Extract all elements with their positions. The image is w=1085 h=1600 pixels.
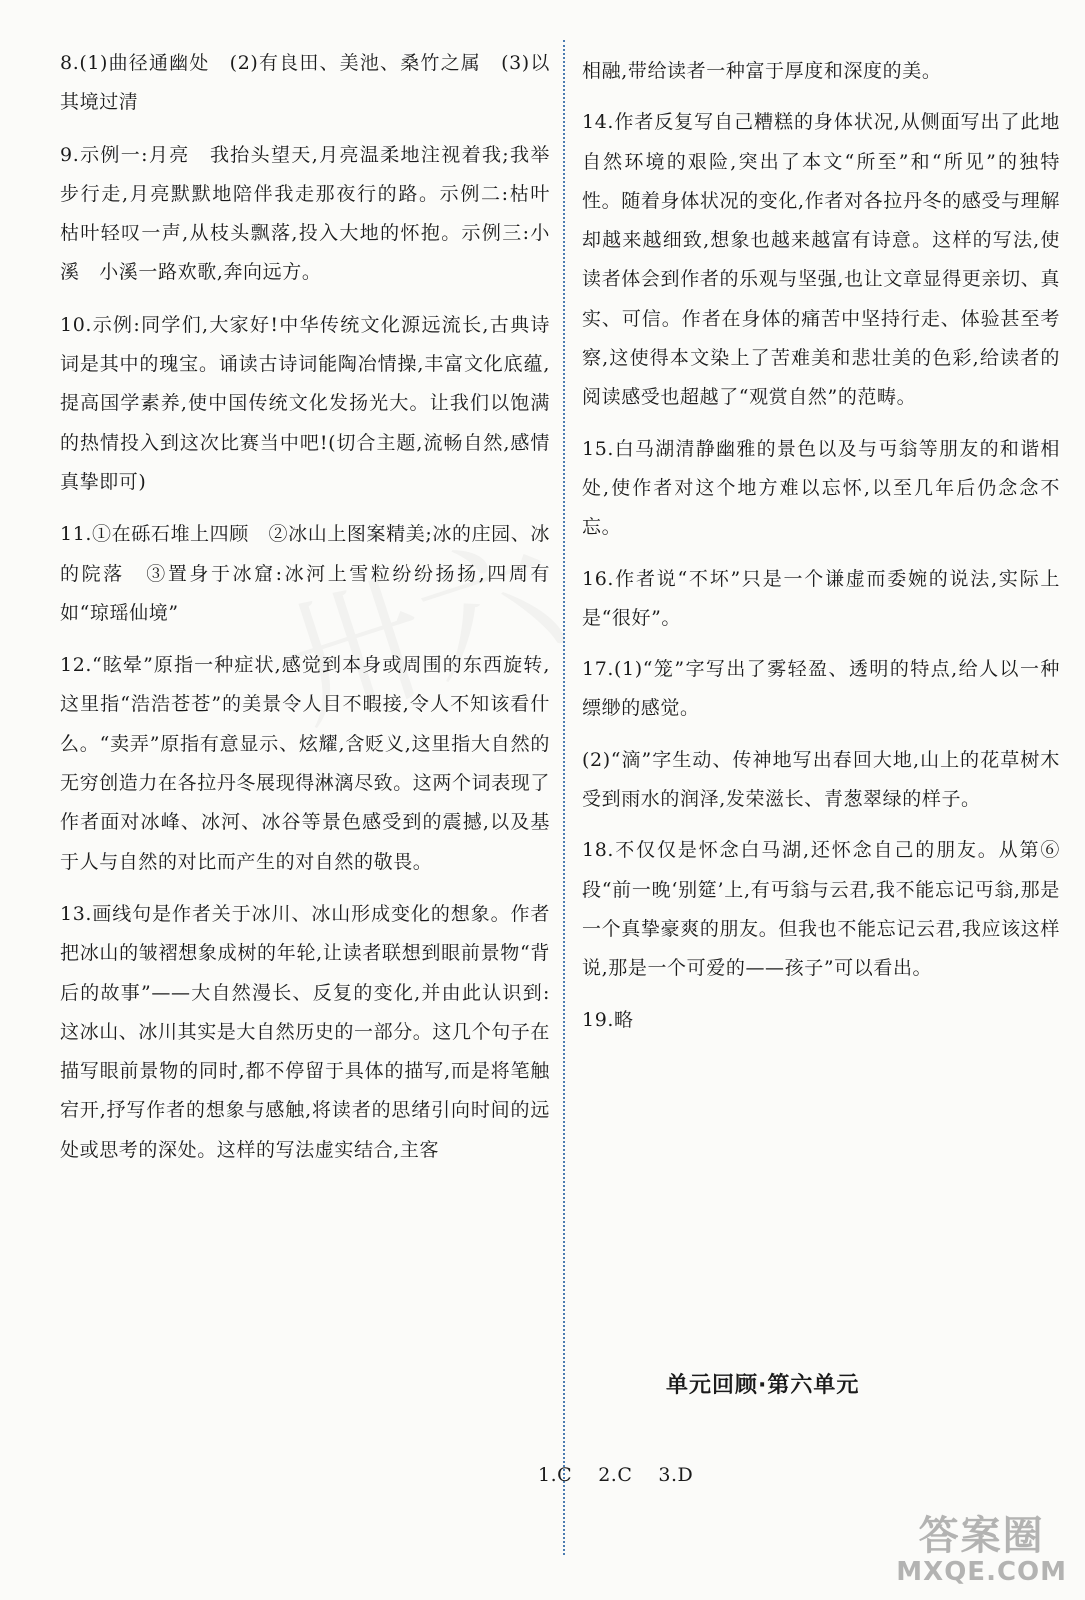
answer-11: 11.①在砾石堆上四顾 ②冰山上图案精美;冰的庄园、冰的院落 ③置身于冰窟:冰河上雪粒纷纷扬扬,四周有如“琼瑶仙境”: [60, 523, 550, 624]
section-title: 单元回顾·第六单元: [666, 1373, 860, 1398]
answer-19: 19.略: [582, 1008, 634, 1031]
choice-answers: 1.C 2.C 3.D: [538, 1464, 694, 1486]
answer-17-1: 17.(1)“笼”字写出了雾轻盈、透明的特点,给人以一种缥缈的感觉。: [582, 658, 1060, 720]
answer-16: 16.作者说“不坏”只是一个谦虚而委婉的说法,实际上是“很好”。: [582, 567, 1060, 629]
answer-14: 14.作者反复写自己糟糕的身体状况,从侧面写出了此地自然环境的艰险,突出了本文“所至”和“所见”的独特性。随着身体状况的变化,作者对各拉丹冬的感受与理解却越来越细致,想象也越来越富有诗意。这样的写法,使读者体会到作者的乐观与坚强,也让文章显得更亲切、真实、可信。作者在身体的痛苦中坚持行走、体验甚至考察,这使得本文染上了苦难美和悲壮美的色彩,给读者的阅读感受也超越了“观赏自然”的范畴。: [582, 111, 1060, 409]
site-watermark: [896, 1514, 1067, 1586]
watermark-logo: 答案圈: [918, 1513, 1045, 1559]
answer-13: 13.画线句是作者关于冰川、冰山形成变化的想象。作者把冰山的皱褶想象成树的年轮,让读者联想到眼前景物“背后的故事”——大自然漫长、反复的变化,并由此认识到:这冰山、冰川其实是大自然历史的一部分。这几个句子在描写眼前景物的同时,都不停留于具体的描写,而是将笔触宕开,抒写作者的想象与感触,将读者的思绪引向时间的远处或思考的深处。这样的写法虚实结合,主客: [60, 902, 551, 1161]
right-column: [582, 52, 1060, 1052]
answer-17-2: (2)“滴”字生动、传神地写出春回大地,山上的花草树木受到雨水的润泽,发荣滋长、青葱翠绿的样子。: [582, 748, 1060, 811]
watermark-url: MXQE.COM: [896, 1557, 1067, 1587]
answer-9: 9.示例一:月亮 我抬头望天,月亮温柔地注视着我;我举步行走,月亮默默地陪伴我走那夜行的路。示例二:枯叶 枯叶轻叹一声,从枝头飘落,投入大地的怀抱。示例三:小溪 小溪一路欢歌,奔向远方。: [60, 143, 570, 284]
answer-15: 15.白马湖清静幽雅的景色以及与丏翁等朋友的和谐相处,使作者对这个地方难以忘怀,以至几年后仍念念不忘。: [582, 437, 1060, 539]
answer-8: 8.(1)曲径通幽处 (2)有良田、美池、桑竹之属 (3)以其境过清: [60, 52, 550, 114]
left-column: [60, 44, 570, 1183]
answer-10: 10.示例:同学们,大家好!中华传统文化源远流长,古典诗词是其中的瑰宝。诵读古诗词能陶冶情操,丰富文化底蕴,提高国学素养,使中国传统文化发扬光大。让我们以饱满的热情投入到这次比赛当中吧!(切合主题,流畅自然,感情真挚即可): [60, 313, 550, 493]
column-divider: [563, 40, 565, 1555]
answer-12: 12.“眩晕”原指一种症状,感觉到本身或周围的东西旋转,这里指“浩浩苍苍”的美景令人目不暇接,令人不知该看什么。“卖弄”原指有意显示、炫耀,含贬义,这里指大自然的无穷创造力在各拉丹冬展现得淋漓尽致。这两个词表现了作者面对冰峰、冰河、冰谷等景色感受到的震撼,以及基于人与自然的对比而产生的对自然的敬畏。: [60, 654, 551, 873]
answer-18: 18.不仅仅是怀念白马湖,还怀念自己的朋友。从第⑥段“前一晚‘别筵’上,有丏翁与云君,我不能忘记丏翁,那是一个真挚豪爽的朋友。但我也不能忘记云君,我应该这样说,那是一个可爱的——孩子”可以看出。: [582, 839, 1060, 980]
answer-13-continued: 相融,带给读者一种富于厚度和深度的美。: [582, 60, 942, 82]
